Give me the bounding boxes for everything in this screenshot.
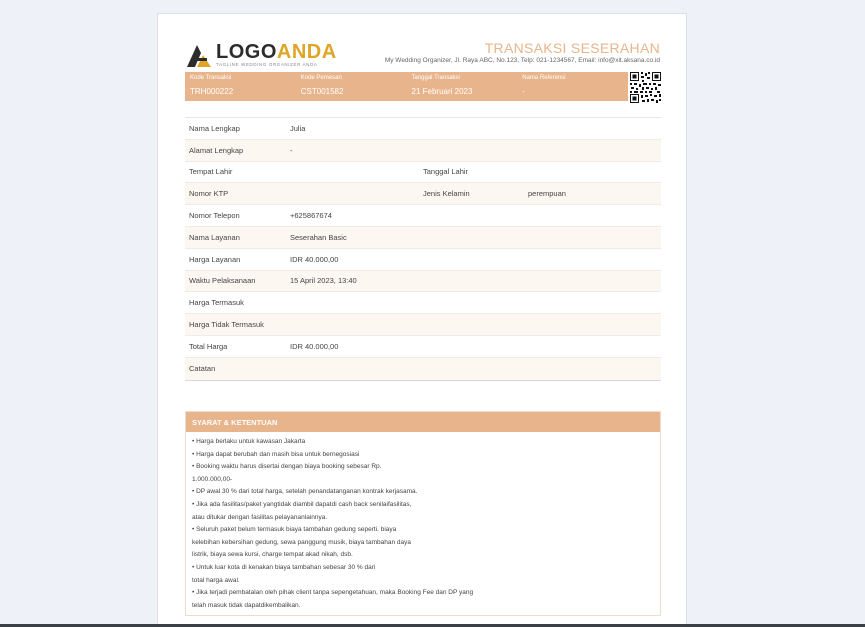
logo-wordmark [216, 41, 337, 63]
logo-tagline: TAGLINE WEDDING ORGANIZER ANDA [216, 62, 318, 67]
detail-label: Nomor Telepon [189, 211, 240, 221]
logo-text-part1: LOGO [216, 41, 277, 63]
terms-line: • DP awal 30 % dari total harga, setelah penandatanganan kontrak kerjasama. [192, 488, 418, 496]
detail-row-total-harga [185, 336, 661, 358]
logo-text-part2: ANDA [276, 41, 337, 63]
detail-label: Nama Lengkap [189, 123, 240, 133]
detail-row-nomor-telepon [185, 205, 661, 227]
transaction-code [185, 72, 296, 101]
terms-line: • Booking waktu harus disertai dengan biaya booking sebesar Rp. [192, 463, 382, 471]
detail-label: Alamat Lengkap [189, 145, 244, 155]
terms-line: • Untuk luar kota di kenakan biaya tambahan sebesar 30 % dari [192, 563, 376, 571]
terms-line: • Jika ada fasilitas/paket yangtidak diambil dapatdi cash back senilaifasilitas, [192, 500, 412, 508]
customer-code-label: Kode Pemesan [300, 75, 342, 81]
detail-label: Nomor KTP [189, 189, 229, 199]
detail-label: Harga Termasuk [189, 298, 244, 308]
reference-name-label: Nama Referensi [522, 75, 566, 81]
detail-label: Harga Layanan [189, 254, 241, 264]
terms-line: kelebihan kebersihan gedung, sewa panggung musik, biaya tambahan daya [192, 538, 411, 546]
transaction-code-label: Kode Transaksi [190, 75, 232, 81]
detail-row-harga-termasuk [185, 292, 661, 314]
detail-row-tempat-lahir [185, 162, 661, 184]
detail-value: +625867674 [290, 211, 332, 221]
detail-row-alamat [185, 140, 661, 162]
terms-body [186, 432, 660, 612]
detail-value: - [290, 145, 293, 155]
detail-row-nama-lengkap [185, 118, 661, 140]
terms-section [185, 411, 661, 616]
terms-line: listrik, biaya sewa kursi, charge tempat akad nikah, dsb. [192, 551, 353, 559]
detail-value: IDR 40.000,00 [290, 341, 339, 351]
detail-value: Seserahan Basic [290, 232, 347, 242]
terms-line: 1.000.000,00- [192, 475, 233, 483]
company-info: My Wedding Organizer, Jl. Raya ABC, No.123, Telp: 021-1234567, Email: info@xit.aksana.co.id [384, 57, 660, 64]
customer-code-value: CST001582 [300, 87, 344, 96]
detail-row-harga-layanan [185, 249, 661, 271]
detail-label: Tempat Lahir [189, 167, 233, 177]
terms-line: • Seluruh paket belum termasuk biaya tambahan gedung seperti. biaya [192, 526, 397, 534]
invoice-sheet [157, 13, 687, 627]
detail-label: Total Harga [189, 341, 228, 351]
transaction-bar [185, 72, 628, 101]
customer-detail-table [185, 117, 661, 381]
transaction-date [407, 72, 518, 101]
detail-row-nomor-ktp [185, 183, 661, 205]
detail-label: Waktu Pelaksanaan [189, 276, 256, 286]
terms-line: atau ditukar dengan fasilitas pelayananlainnya. [192, 513, 328, 521]
detail-value: IDR 40.000,00 [290, 254, 339, 264]
transaction-code-value: TRH000222 [190, 87, 234, 96]
detail-row-nama-layanan [185, 227, 661, 249]
logo-mark-icon [185, 41, 213, 69]
qr-code-icon [629, 71, 662, 104]
terms-line: total harga awal. [192, 576, 240, 584]
transaction-date-label: Tanggal Transaksi [411, 75, 460, 81]
transaction-date-value: 21 Februari 2023 [411, 87, 473, 96]
company-logo [185, 41, 337, 71]
detail-label-2: Jenis Kelamin [423, 189, 470, 199]
terms-title: SYARAT & KETENTUAN [186, 412, 660, 432]
terms-line: • Harga berlaku untuk kawasan Jakarta [192, 438, 306, 445]
terms-line: • Jika terjadi pembatalan oleh pihak client tanpa sepengetahuan, maka Booking Fee dan DP yang [192, 589, 474, 597]
detail-row-waktu-pelaksanaan [185, 271, 661, 293]
detail-value: Julia [290, 123, 306, 133]
detail-label: Harga Tidak Termasuk [189, 320, 264, 330]
detail-row-harga-tidak-termasuk [185, 314, 661, 336]
detail-label: Nama Layanan [189, 232, 240, 242]
detail-row-catatan [185, 358, 661, 380]
reference-name-value: - [522, 87, 525, 96]
customer-code [296, 72, 407, 101]
reference-name [517, 72, 628, 101]
detail-label-2: Tanggal Lahir [423, 167, 469, 177]
document-title: TRANSAKSI SESERAHAN [484, 40, 660, 56]
detail-label: Catatan [189, 364, 216, 374]
detail-value: 15 April 2023, 13:40 [290, 276, 357, 286]
detail-value-2: perempuan [528, 189, 566, 199]
terms-line: telah masuk tidak dapatdikembalikan. [192, 601, 301, 609]
terms-line: • Harga dapat berubah dan masih bisa untuk bernegosiasi [192, 450, 360, 458]
